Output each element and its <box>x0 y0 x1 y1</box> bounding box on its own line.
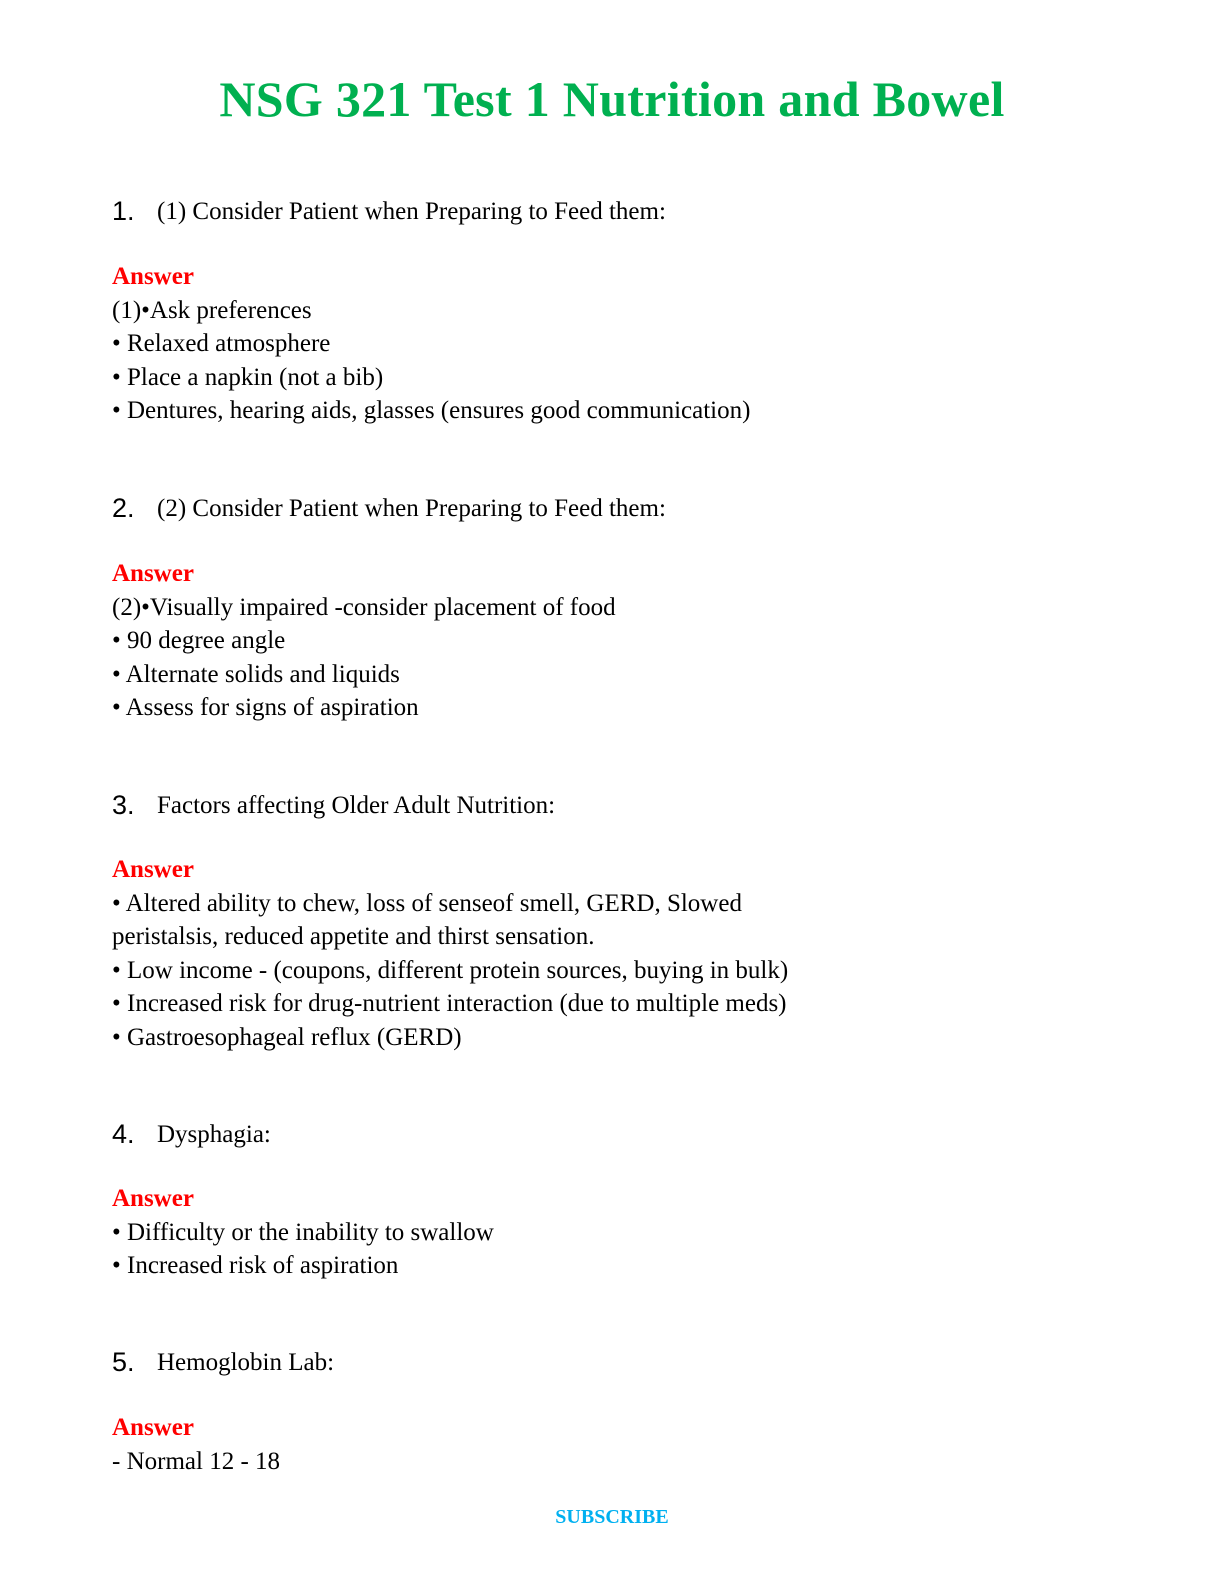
answer-block-3 <box>112 853 1092 1055</box>
answer-line: • 90 degree angle <box>112 627 286 655</box>
question-number: 1. <box>112 196 135 226</box>
question-text: (1) Consider Patient when Preparing to Feed them: <box>157 198 666 225</box>
answer-line: • Difficulty or the inability to swallow <box>112 1218 494 1246</box>
page-title: NSG 321 Test 1 Nutrition and Bowel <box>219 71 1005 127</box>
answer-line: • Relaxed atmosphere <box>112 330 331 358</box>
answer-line: • Dentures, hearing aids, glasses (ensures good communication) <box>112 397 751 425</box>
question-number: 3. <box>112 790 135 820</box>
question-text: (2) Consider Patient when Preparing to Feed them: <box>157 495 666 522</box>
answer-block-5 <box>112 1411 1092 1478</box>
question-number: 4. <box>112 1119 135 1149</box>
answer-line: • Place a napkin (not a bib) <box>112 363 384 391</box>
answer-label: Answer <box>112 1414 194 1441</box>
answer-line: - Normal 12 - 18 <box>112 1447 281 1475</box>
answer-block-1 <box>112 260 1092 428</box>
question-number: 2. <box>112 493 135 523</box>
answer-label: Answer <box>112 560 194 587</box>
answer-block-2 <box>112 557 1092 725</box>
question-text: Dysphagia: <box>157 1121 271 1148</box>
answer-line: • Alternate solids and liquids <box>112 660 400 688</box>
answer-line: • Gastroesophageal reflux (GERD) <box>112 1023 462 1051</box>
answer-line: • Assess for signs of aspiration <box>112 694 419 722</box>
question-text: Hemoglobin Lab: <box>157 1349 335 1376</box>
answer-block-4 <box>112 1182 1092 1283</box>
answer-line: (2)•Visually impaired -consider placement of food <box>112 593 616 621</box>
answer-line: • Increased risk of aspiration <box>112 1252 399 1280</box>
answer-line: • Low income - (coupons, different protein sources, buying in bulk) <box>112 956 789 984</box>
answer-label: Answer <box>112 263 194 290</box>
answer-line: (1)•Ask preferences <box>112 296 312 324</box>
answer-line: • Altered ability to chew, loss of senseof smell, GERD, Slowed peristalsis, reduced appetite and thirst sensation. <box>112 889 742 951</box>
subscribe-link[interactable]: SUBSCRIBE <box>555 1506 669 1528</box>
question-text: Factors affecting Older Adult Nutrition: <box>157 792 556 819</box>
answer-line: • Increased risk for drug-nutrient interaction (due to multiple meds) <box>112 990 787 1018</box>
answer-label: Answer <box>112 1185 194 1212</box>
question-number: 5. <box>112 1347 135 1377</box>
answer-label: Answer <box>112 856 194 883</box>
